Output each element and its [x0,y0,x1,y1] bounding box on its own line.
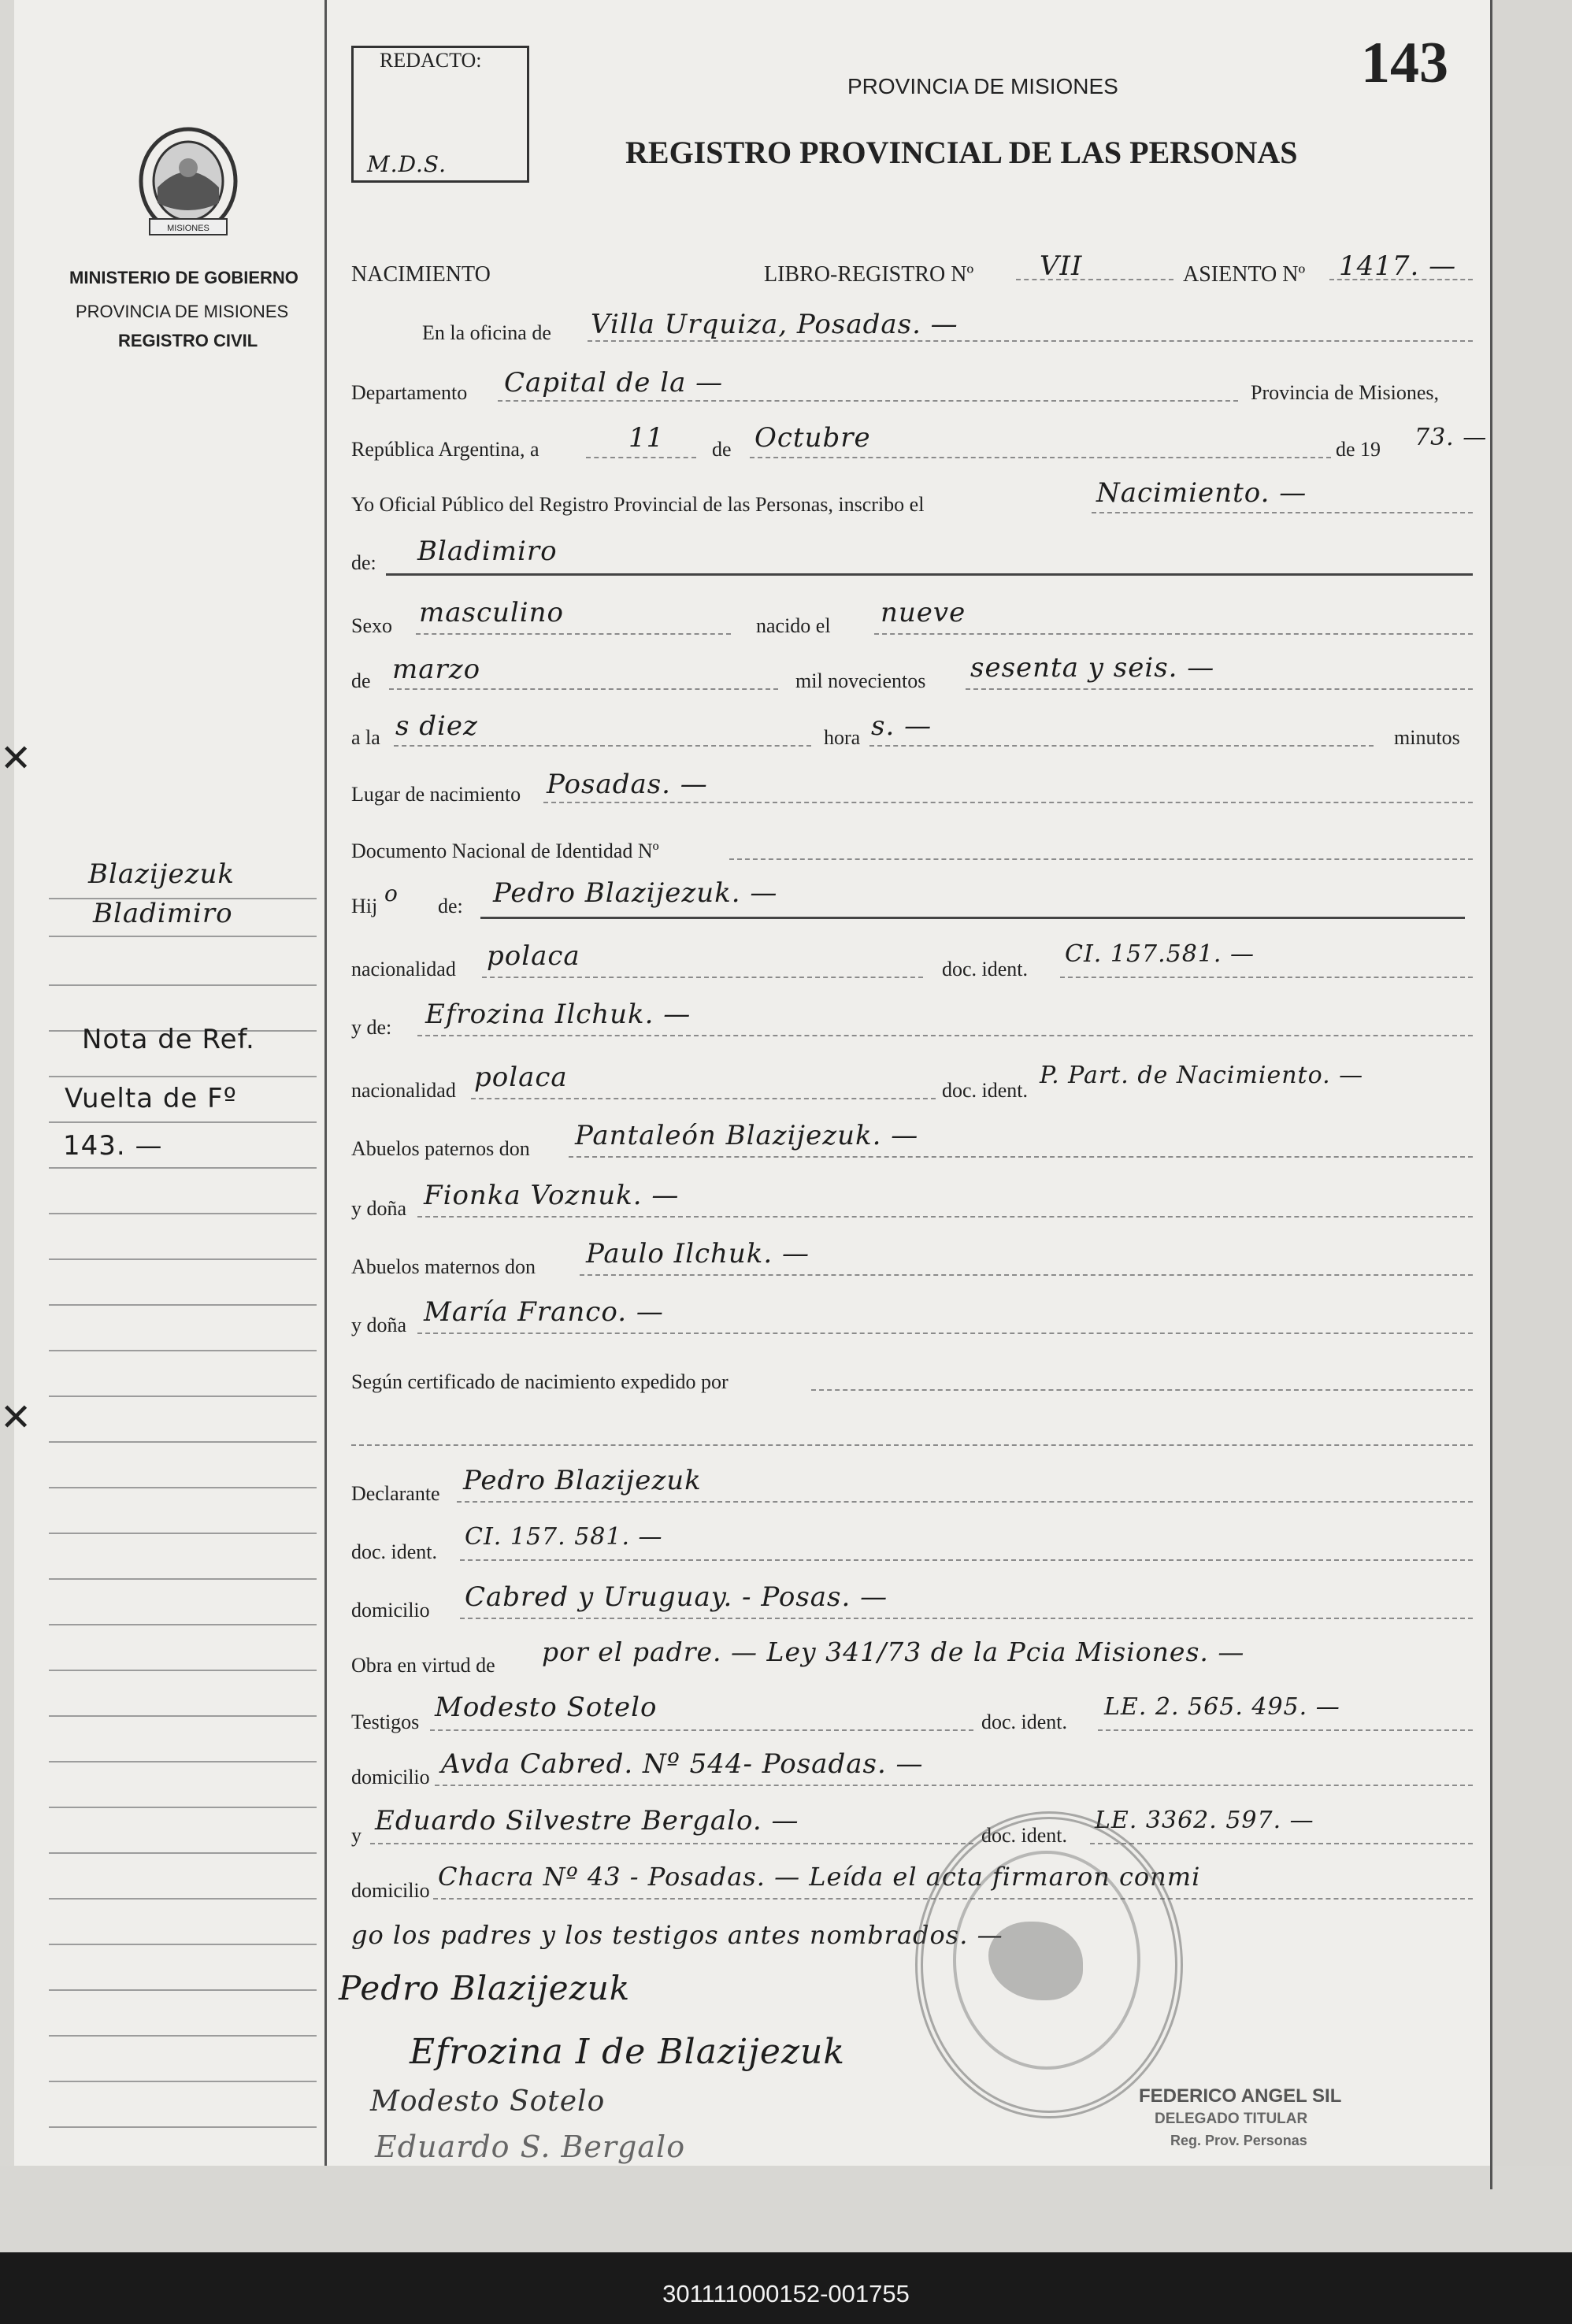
departamento-label: Departamento [351,381,468,404]
margin-given-name: Bladimiro [93,898,233,929]
oficial-label: Yo Oficial Público del Registro Provincial de las Personas, inscribo el [351,493,925,516]
nac-madre-value: polaca [474,1062,568,1093]
doc-testigo2-label: doc. ident. [981,1824,1068,1847]
dom-testigo2-value: Chacra Nº 43 - Posadas. — Leída el acta firmaron conmi [438,1862,1201,1892]
mil-label: mil novecientos [795,669,926,692]
domicilio-label: domicilio [351,1599,430,1622]
abuelos-maternos-label: Abuelos maternos don [351,1255,536,1278]
doc-madre-value: P. Part. de Nacimiento. — [1040,1062,1364,1089]
margin-note-line2: Vuelta de Fº [65,1083,237,1114]
name-de-label: de: [351,551,376,574]
abuela-pat-value: Fionka Voznuk. — [424,1180,680,1211]
day-value: 11 [628,422,665,454]
yde-label: y de: [351,1016,392,1039]
doc-declarante-value: CI. 157. 581. — [465,1523,663,1551]
anio-nac-value: sesenta y seis. — [970,652,1215,684]
declarante-label: Declarante [351,1482,440,1505]
signature-father: Pedro Blazijezuk [339,1969,631,2007]
nac-padre-value: polaca [487,940,580,972]
redacto-value: M.D.S. [367,151,447,177]
abuela-mat-value: María Franco. — [424,1296,664,1328]
nacido-label: nacido el [756,614,831,637]
registry-title: REGISTRO PROVINCIAL DE LAS PERSONAS [625,135,1298,170]
lugar-value: Posadas. — [547,769,708,800]
minutos-label: minutos [1394,726,1460,749]
oficial-value: Nacimiento. — [1096,477,1307,509]
obra-value: por el padre. — Ley 341/73 de la Pcia Misiones. — [542,1636,1245,1667]
doc-declarante-label: doc. ident. [351,1540,438,1563]
libro-value: VII [1040,250,1083,282]
provincia-suffix: Provincia de Misiones, [1251,381,1440,404]
margin-surname: Blazijezuk [88,858,235,890]
name-value: Bladimiro [417,536,558,567]
record-type-label: NACIMIENTO [351,262,491,287]
doc-testigo1-label: doc. ident. [981,1711,1068,1733]
sexo-label: Sexo [351,614,392,637]
year-label: de 19 [1336,438,1381,461]
madre-value: Efrozina Ilchuk. — [425,999,691,1030]
right-border-line [1490,0,1492,2189]
abuela-pat-label: y doña [351,1197,407,1220]
doc-madre-label: doc. ident. [942,1079,1029,1102]
libro-label: LIBRO-REGISTRO Nº [764,262,974,287]
folio-number: 143 [1361,31,1448,95]
sexo-value: masculino [419,597,565,628]
mes-de-label: de [351,669,371,692]
coat-of-arms-icon [134,124,243,243]
nacionalidad-madre-label: nacionalidad [351,1079,456,1102]
dni-label: Documento Nacional de Identidad Nº [351,840,659,862]
doc-padre-value: CI. 157.581. — [1065,940,1255,968]
hijo-de-label: de: [438,895,463,917]
testigo2-value: Eduardo Silvestre Bergalo. — [375,1805,799,1837]
year-value: 73. — [1414,424,1488,451]
nacionalidad-padre-label: nacionalidad [351,958,456,980]
signature-witness1: Modesto Sotelo [370,2085,606,2118]
name-underline [386,573,1473,576]
signature-witness2: Eduardo S. Bergalo [375,2129,686,2164]
abuela-mat-label: y doña [351,1314,407,1336]
domicilio-testigo2-label: domicilio [351,1879,430,1902]
y-testigo2-label: y [351,1824,361,1847]
month-value: Octubre [754,422,871,454]
margin-note-line1: Nota de Ref. [82,1024,255,1055]
asiento-label: ASIENTO Nº [1183,262,1306,287]
oficina-label: En la oficina de [422,321,551,344]
obra-label: Obra en virtud de [351,1654,495,1677]
official-name: FEDERICO ANGEL SIL [1139,2085,1342,2107]
testigos-label: Testigos [351,1711,420,1733]
scan-image-id: 301111000152-001755 [662,2280,910,2307]
hora-value: s. — [871,710,932,742]
doc-testigo1-value: LE. 2. 565. 495. — [1104,1693,1340,1721]
padre-underline [480,917,1465,919]
binding-mark-icon: ✕ [0,1396,32,1440]
official-title: DELEGADO TITULAR [1155,2111,1308,2127]
asiento-value: 1417. — [1339,250,1457,282]
civil-registry-label: REGISTRO CIVIL [118,331,258,350]
hijo-label: Hij [351,895,378,917]
official-office: Reg. Prov. Personas [1170,2133,1307,2148]
page-bottom-edge [0,2166,1572,2252]
closing-text: go los padres y los testigos antes nombrados. — [351,1920,1003,1950]
month-de-label: de [712,438,732,461]
abuelo-pat-value: Pantaleón Blazijezuk. — [575,1120,919,1151]
hora-label: hora [824,726,861,749]
ala-label: a la [351,726,380,749]
republica-label: República Argentina, a [351,438,539,461]
padre-value: Pedro Blazijezuk. — [493,877,778,909]
margin-note-line3: 143. — [63,1130,163,1162]
dom-testigo1-value: Avda Cabred. Nº 544- Posadas. — [441,1748,924,1780]
ministry-label: MINISTERIO DE GOBIERNO [69,268,298,287]
abuelos-paternos-label: Abuelos paternos don [351,1137,530,1160]
segun-label: Según certificado de nacimiento expedido por [351,1370,729,1393]
doc-testigo2-value: LE. 3362. 597. — [1095,1807,1314,1834]
abuelo-mat-value: Paulo Ilchuk. — [586,1238,810,1269]
redacto-label: REDACTO: [380,49,482,72]
domicilio-value: Cabred y Uruguay. - Posas. — [465,1581,888,1613]
oficina-value: Villa Urquiza, Posadas. — [591,309,958,340]
province-heading: PROVINCIA DE MISIONES [847,74,1118,98]
right-page-edge [1492,0,1572,2252]
declarante-value: Pedro Blazijezuk [463,1465,702,1496]
doc-padre-label: doc. ident. [942,958,1029,980]
domicilio-testigo1-label: domicilio [351,1766,430,1788]
ala-value: s diez [395,710,478,742]
binding-mark-icon: ✕ [0,736,32,780]
margin-divider-line [324,0,327,2166]
province-label: PROVINCIA DE MISIONES [76,302,289,321]
mes-nac-value: marzo [392,654,481,685]
testigo1-value: Modesto Sotelo [435,1692,658,1723]
svg-text:MISIONES: MISIONES [167,224,209,233]
lugar-label: Lugar de nacimiento [351,783,521,806]
departamento-value: Capital de la — [504,367,724,398]
nacido-value: nueve [881,597,966,628]
hijo-suffix: o [384,880,399,906]
signature-mother: Efrozina I de Blazijezuk [410,2032,846,2072]
